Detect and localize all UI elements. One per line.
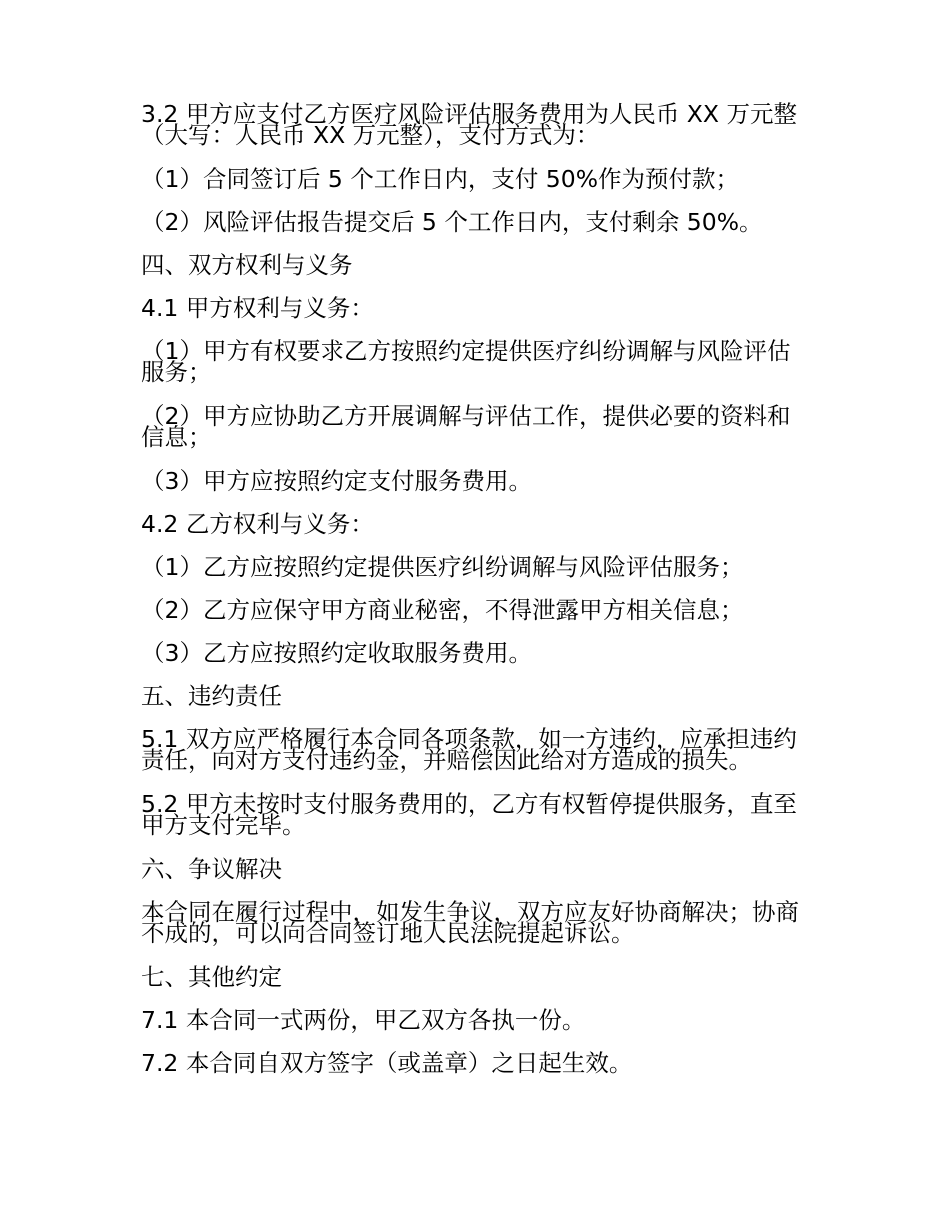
party-a-item-2: （2）甲方应协助乙方开展调解与评估工作，提供必要的资料和信息；: [141, 402, 791, 451]
payment-item-1: （1）合同签订后 5 个工作日内，支付 50%作为预付款；: [141, 165, 740, 193]
clause-5-1: 5.1 双方应严格履行本合同各项条款，如一方违约，应承担违约责任，向对方支付违约金，并赔偿因此给对方造成的损失。: [141, 725, 797, 774]
section-heading-7: 七、其他约定: [141, 963, 282, 991]
clause-4-1: 4.1 甲方权利与义务：: [141, 294, 374, 322]
dispute-clause: 本合同在履行过程中，如发生争议，双方应友好协商解决；协商不成的，可以向合同签订地人民法院提起诉讼。: [141, 898, 799, 947]
clause-5-2: 5.2 甲方未按时支付服务费用的，乙方有权暂停提供服务，直至甲方支付完毕。: [141, 790, 797, 839]
clause-7-2: 7.2 本合同自双方签字（或盖章）之日起生效。: [141, 1049, 633, 1077]
party-b-item-2: （2）乙方应保守甲方商业秘密，不得泄露甲方相关信息；: [141, 596, 744, 624]
section-heading-6: 六、争议解决: [141, 855, 282, 883]
section-heading-4: 四、双方权利与义务: [141, 251, 353, 279]
clause-4-2: 4.2 乙方权利与义务：: [141, 510, 374, 538]
payment-item-2: （2）风险评估报告提交后 5 个工作日内，支付剩余 50%。: [141, 208, 763, 236]
party-a-item-3: （3）甲方应按照约定支付服务费用。: [141, 467, 532, 495]
section-heading-5: 五、违约责任: [141, 682, 282, 710]
party-b-item-1: （1）乙方应按照约定提供医疗纠纷调解与风险评估服务；: [141, 553, 744, 581]
document-body: [141, 100, 813, 1077]
clause-7-1: 7.1 本合同一式两份，甲乙双方各执一份。: [141, 1006, 586, 1034]
party-b-item-3: （3）乙方应按照约定收取服务费用。: [141, 639, 532, 667]
party-a-item-1: （1）甲方有权要求乙方按照约定提供医疗纠纷调解与风险评估服务；: [141, 337, 791, 386]
clause-3-2: 3.2 甲方应支付乙方医疗风险评估服务费用为人民币 XX 万元整（大写：人民币 XX 万元整），支付方式为：: [141, 100, 797, 149]
